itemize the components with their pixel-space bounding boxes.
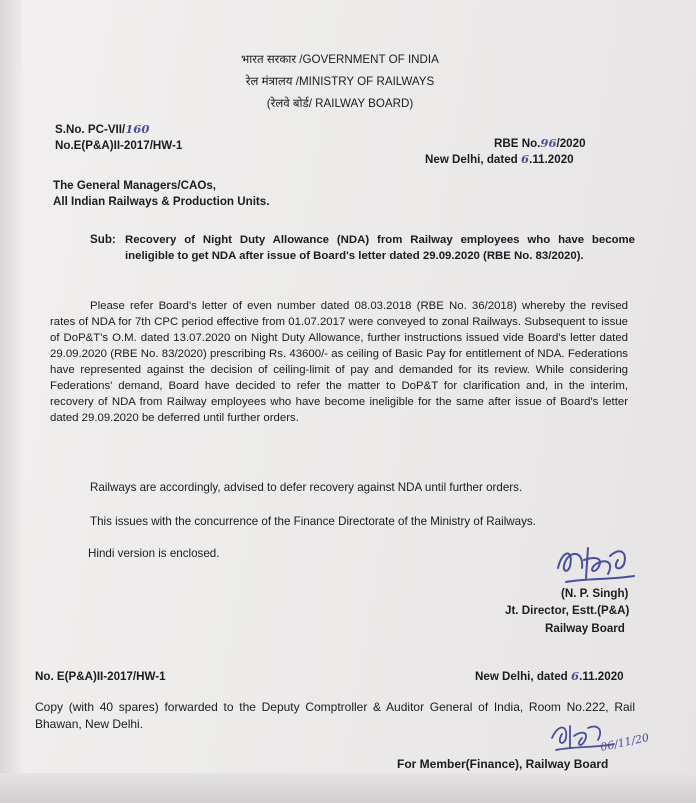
- copy-footer: For Member(Finance), Railway Board: [397, 757, 609, 771]
- signatory-office: Railway Board: [545, 622, 625, 635]
- signatory-name: (N. P. Singh): [561, 587, 629, 600]
- copy-date-handwritten: 6: [571, 669, 580, 683]
- copy-file-number: No. E(P&A)II-2017/HW-1: [35, 670, 166, 683]
- handwritten-date: 06/11/20: [599, 731, 651, 754]
- subject-text: Recovery of Night Duty Allowance (NDA) from Railway employees who have become ineligible to get NDA after issue of Board's letter dated 29.09.2020 (RBE No. 83/2020).: [125, 234, 635, 262]
- header-ministry: रेल मंत्रालय /MINISTRY OF RAILWAYS: [245, 75, 435, 88]
- signatory-designation: Jt. Director, Estt.(P&A): [505, 604, 630, 617]
- addressee-line-1: The General Managers/CAOs,: [53, 179, 217, 192]
- copy-text: Copy (with 40 spares) forwarded to the Deputy Comptroller & Auditor General of India, Room No.222, Rail Bhawan, New Delhi.: [35, 700, 635, 731]
- serial-number-handwritten: 160: [125, 122, 150, 136]
- page-shadow-bottom: [0, 773, 696, 803]
- body-paragraph-4: Hindi version is enclosed.: [88, 547, 220, 560]
- page-shadow-left: [0, 0, 22, 803]
- file-number: No.E(P&A)II-2017/HW-1: [55, 139, 183, 152]
- header-board: (रेलवे बोर्ड/ RAILWAY BOARD): [266, 97, 414, 110]
- body-paragraph-1: Please refer Board's letter of even number dated 08.03.2018 (RBE No. 36/2018) whereby the revised rates of NDA for 7th CPC period effective from 01.07.2017 were conveyed to zonal Railways. Subsequent to issue of DoP&T's O.M. dated 13.07.2020 on Night Duty Allowance, further instructions issued vide Board's letter dated 29.09.2020 (RBE No. 83/2020) prescribing Rs. 43600/- as ceiling of Basic Pay for entitlement of NDA. Federations have represented against the decision of ceiling-limit of pay and demanded for its review. While considering Federations' demand, Board have decided to refer the matter to DoP&T for clarification and, in the interim, recovery of NDA from Railway employees who have become ineligible for the same after issue of Board's letter dated 29.09.2020 be deferred until further orders.: [50, 300, 628, 424]
- signature-image: [548, 538, 638, 588]
- body-paragraph-2: Railways are accordingly, advised to defer recovery against NDA until further orders.: [90, 481, 523, 494]
- rbe-number-handwritten: 96: [540, 136, 557, 150]
- copy-date: New Delhi, dated 6.11.2020: [475, 669, 624, 683]
- serial-number: S.No. PC-VII/160: [55, 122, 150, 136]
- addressee-line-2: All Indian Railways & Production Units.: [53, 195, 270, 208]
- issue-date: New Delhi, dated 6.11.2020: [425, 152, 574, 166]
- subject-label: Sub:: [90, 233, 116, 246]
- rbe-number: RBE No.96/2020: [494, 136, 586, 150]
- issue-date-handwritten: 6: [521, 152, 530, 166]
- header-government: भारत सरकार /GOVERNMENT OF INDIA: [241, 53, 439, 66]
- body-paragraph-3: This issues with the concurrence of the Finance Directorate of the Ministry of Railways.: [90, 515, 536, 528]
